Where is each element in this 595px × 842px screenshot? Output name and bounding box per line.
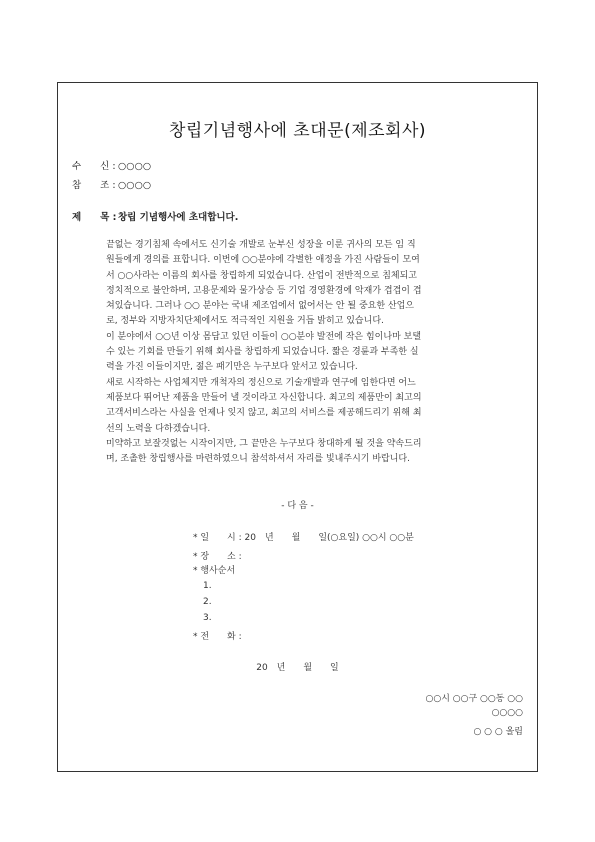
- detail-program: * 행사순서: [193, 566, 236, 576]
- sender-name: ○ ○ ○ 올림: [473, 727, 523, 737]
- body-line: 로, 정부와 지방자치단체에서도 적극적인 지원을 거듭 밝히고 있습니다.: [106, 316, 384, 327]
- body-line: 며, 조촐한 창립행사를 마련하였으니 참석하셔서 자리를 빛내주시기 바랍니다.: [106, 454, 410, 465]
- recipient-label: 수 신 :: [72, 161, 116, 172]
- program-item: 3.: [203, 613, 212, 623]
- reference-row: [72, 177, 151, 191]
- body-line: 쳐있습니다. 그러나 ○○ 분야는 국내 제조업에서 없어서는 안 될 중요한 산업으: [106, 301, 414, 312]
- recipient-row: [72, 158, 151, 172]
- detail-datetime: * 일 시 : 20 년 월 일(○요일) ○○시 ○○분: [193, 533, 414, 543]
- body-line: 이 분야에서 ○○년 이상 몸담고 있던 이들이 ○○분야 발전에 작은 힘이나마 보탤: [106, 331, 422, 342]
- subject-value: 창립 기념행사에 초대합니다.: [118, 212, 239, 223]
- detail-phone: * 전 화 :: [193, 632, 242, 642]
- date-line: 20 년 월 일: [256, 663, 339, 673]
- body-line: 수 있는 기회를 만들기 위해 회사를 창립하게 되었습니다. 짧은 경륜과 부족한 실: [106, 347, 419, 358]
- document-title: 창립기념행사에 초대문(제조회사): [168, 121, 427, 141]
- recipient-value: ○○○○: [118, 161, 152, 172]
- body-line: 정치적으로 불안하며, 고용문제와 물가상승 등 기업 경영환경에 악재가 겹겹이 겹: [106, 285, 422, 296]
- body-text: [106, 238, 492, 467]
- sender-address: ○○시 ○○구 ○○동 ○○: [425, 694, 523, 704]
- body-line: 력을 가진 이들이지만, 젊은 패기만은 누구보다 앞서고 있습니다.: [106, 362, 358, 373]
- body-line: 미약하고 보잘것없는 시작이지만, 그 끝만은 누구보다 창대하게 될 것을 약속드리: [106, 438, 422, 449]
- detail-place: * 장 소 :: [193, 552, 242, 562]
- subject-label: 제 목 :: [72, 212, 117, 223]
- reference-label: 참 조 :: [72, 180, 116, 191]
- body-line: 고객서비스라는 사실을 언제나 잊지 않고, 최고의 서비스를 제공해드리기 위해 최: [106, 408, 422, 419]
- sender-company: ○○○○: [491, 708, 523, 718]
- program-item: 1.: [203, 581, 212, 591]
- details-header: - 다 음 -: [281, 501, 314, 511]
- body-line: 서 ○○사라는 이름의 회사를 창립하게 되었습니다. 산업이 전반적으로 침체되고: [106, 270, 417, 281]
- subject-row: [72, 209, 238, 223]
- program-item: 2.: [203, 597, 212, 607]
- body-line: 선의 노력을 다하겠습니다.: [106, 423, 211, 434]
- body-line: 끝없는 경기침체 속에서도 신기술 개발로 눈부신 성장을 이룬 귀사의 모든 임 직: [106, 240, 416, 250]
- body-line: 새로 시작하는 사업체지만 개척자의 정신으로 기술개발과 연구에 임한다면 어느: [106, 377, 416, 388]
- reference-value: ○○○○: [118, 180, 152, 191]
- body-line: 원들에게 경의를 표합니다. 이번에 ○○분야에 각별한 애정을 가진 사람들이 모여: [106, 255, 420, 266]
- body-line: 제품보다 뛰어난 제품을 만들어 낼 것이라고 자신합니다. 최고의 제품만이 최고의: [106, 392, 422, 403]
